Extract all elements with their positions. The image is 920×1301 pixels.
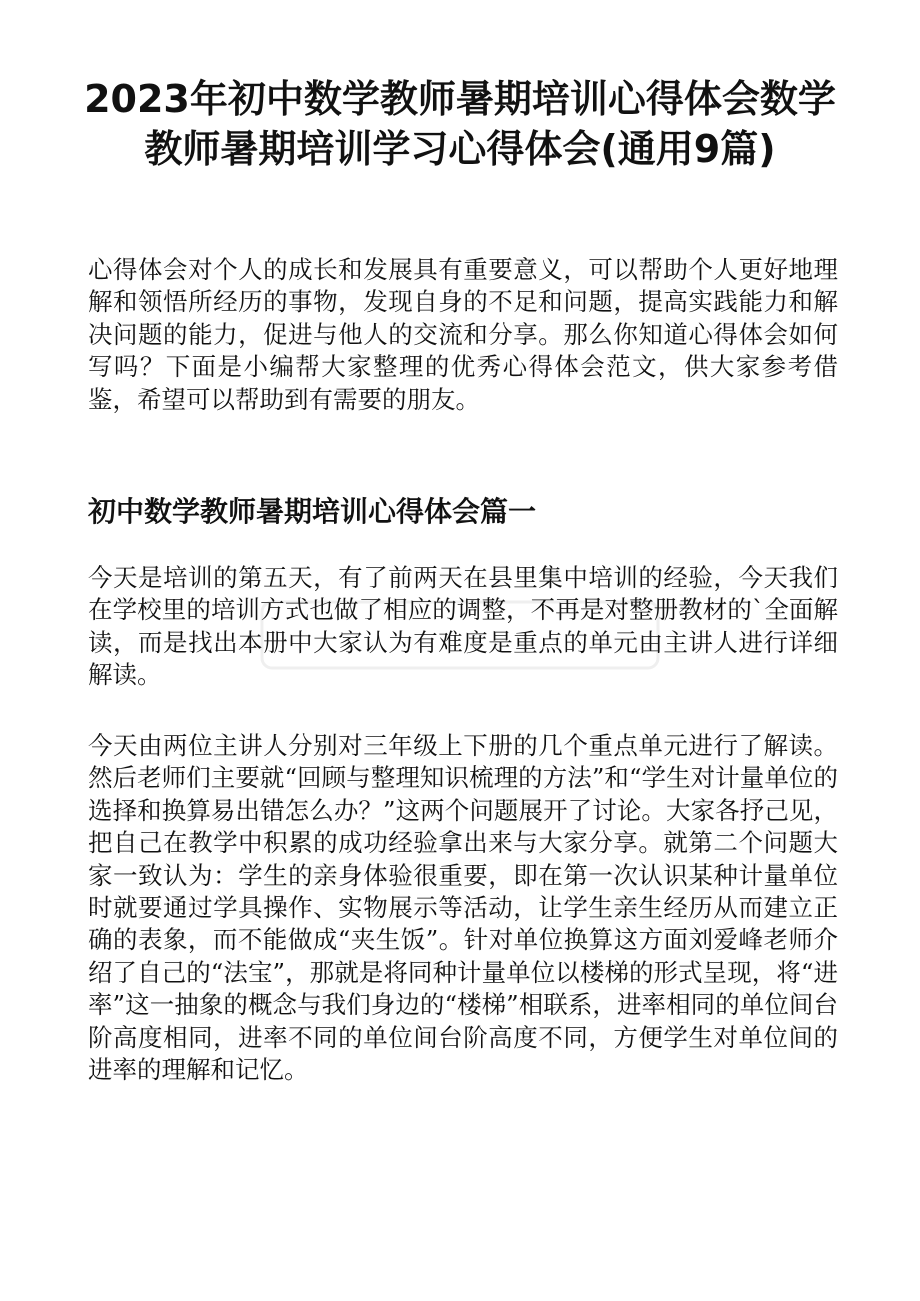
- body-paragraph-2: 今天由两位主讲人分别对三年级上下册的几个重点单元进行了解读。然后老师们主要就“回顾与整理知识梳理的方法”和“学生对计量单位的选择和换算易出错怎么办？”这两个问题展开了讨论。大家各抒己见，把自己在教学中积累的成功经验拿出来与大家分享。就第二个问题大家一致认为：学生的亲身体验很重要，即在第一次认识某种计量单位时就要通过学具操作、实物展示等活动，让学生亲生经历从而建立正确的表象，而不能做成“夹生饭”。针对单位换算这方面刘爱峰老师介绍了自己的“法宝”，那就是将同种计量单位以楼梯的形式呈现，将“进率”这一抽象的概念与我们身边的“楼梯”相联系，进率相同的单位间台阶高度相同，进率不同的单位间台阶高度不同，方便学生对单位间的进率的理解和记忆。: [88, 731, 838, 1085]
- section-heading: 初中数学教师暑期培训心得体会篇一: [88, 495, 537, 528]
- body-paragraph-1: 今天是培训的第五天，有了前两天在县里集中培训的经验，今天我们在学校里的培训方式也做了相应的调整，不再是对整册教材的`全面解读，而是找出本册中大家认为有难度是重点的单元由主讲人进行详细解读。: [88, 563, 838, 690]
- intro-paragraph: 心得体会对个人的成长和发展具有重要意义，可以帮助个人更好地理解和领悟所经历的事物，发现自身的不足和问题，提高实践能力和解决问题的能力，促进与他人的交流和分享。那么你知道心得体会如何写吗？下面是小编帮大家整理的优秀心得体会范文，供大家参考借鉴，希望可以帮助到有需要的朋友。: [88, 255, 838, 414]
- document-title: 2023年初中数学教师暑期培训心得体会数学教师暑期培训学习心得体会(通用9篇): [84, 77, 836, 171]
